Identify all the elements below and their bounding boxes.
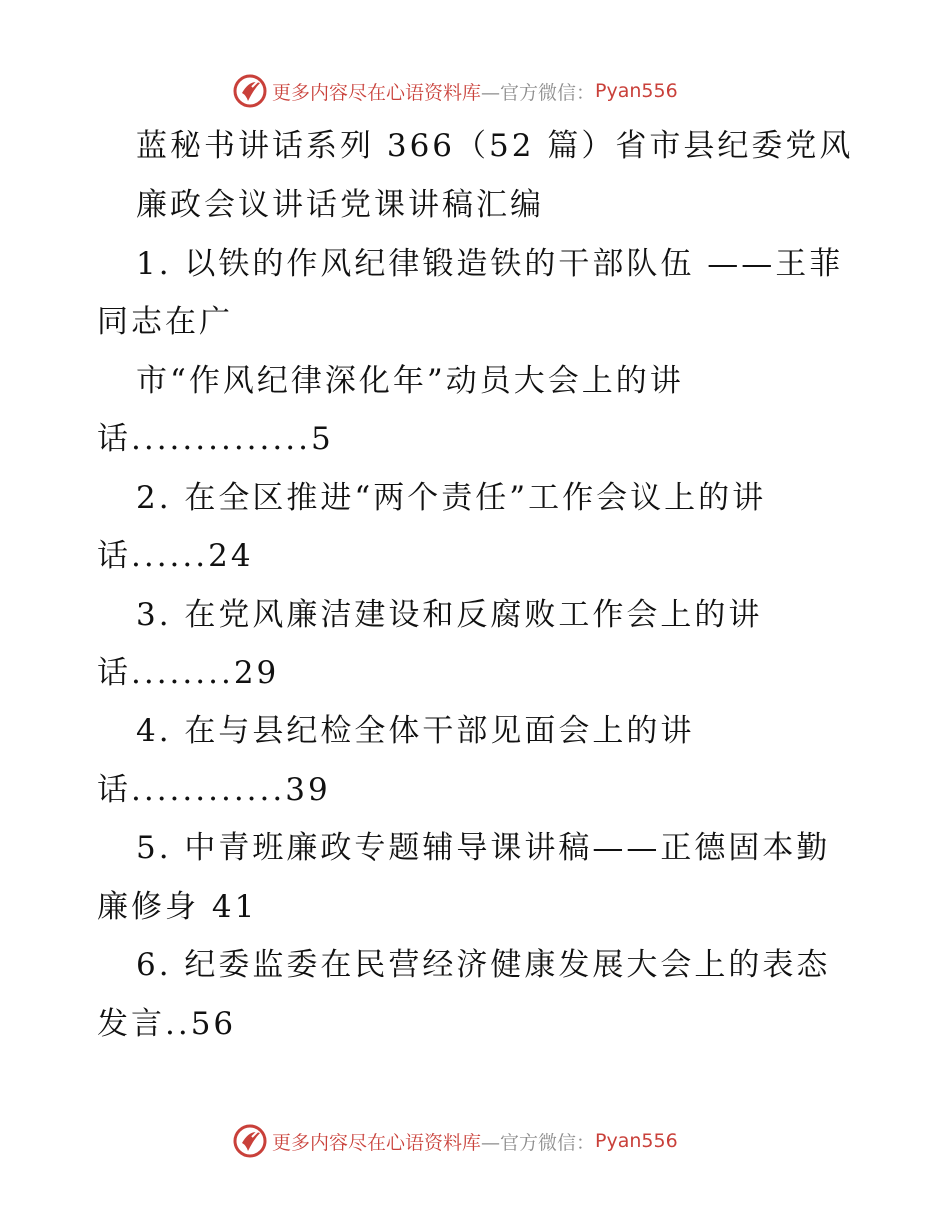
toc-item-6-line-2: 发言..56: [97, 1006, 237, 1042]
toc-item-3-page: 话........29: [97, 655, 280, 691]
footer-banner: [232, 1121, 678, 1161]
header-banner: [232, 71, 678, 111]
toc-item-1-line-3: 市“作风纪律深化年”动员大会上的讲: [136, 363, 684, 399]
banner-text: 更多内容尽在心语资料库: [272, 1131, 482, 1154]
banner-wechat-id: Pyan556: [595, 1130, 678, 1152]
logo-icon: [232, 73, 268, 109]
toc-item-2-line-1: 2. 在全区推进“两个责任”工作会议上的讲: [136, 480, 767, 516]
toc-item-5-line-2: 廉修身 41: [97, 889, 258, 925]
toc-item-1-line-1: 1. 以铁的作风纪律锻造铁的干部队伍 ——王菲: [136, 246, 844, 282]
toc-item-2-page: 话......24: [97, 538, 254, 574]
toc-item-6-line-1: 6. 纪委监委在民营经济健康发展大会上的表态: [136, 947, 831, 983]
toc-item-5-line-1: 5. 中青班廉政专题辅导课讲稿——正德固本勤: [136, 830, 831, 866]
banner-wechat-id: Pyan556: [595, 80, 678, 102]
banner-separator: —官方微信：: [481, 81, 596, 104]
doc-title-line-2: 廉政会议讲话党课讲稿汇编: [136, 187, 544, 223]
toc-item-1-page: 话..............5: [97, 421, 334, 457]
banner-separator: —官方微信：: [481, 1131, 596, 1154]
logo-icon: [232, 1123, 268, 1159]
doc-title-line-1: 蓝秘书讲话系列 366（52 篇）省市县纪委党风: [136, 128, 854, 164]
toc-item-4-page: 话............39: [97, 772, 331, 808]
toc-item-1-line-2: 同志在广: [97, 304, 233, 340]
toc-item-3-line-1: 3. 在党风廉洁建设和反腐败工作会上的讲: [136, 597, 763, 633]
banner-text: 更多内容尽在心语资料库: [272, 81, 482, 104]
toc-item-4-line-1: 4. 在与县纪检全体干部见面会上的讲: [136, 713, 695, 749]
